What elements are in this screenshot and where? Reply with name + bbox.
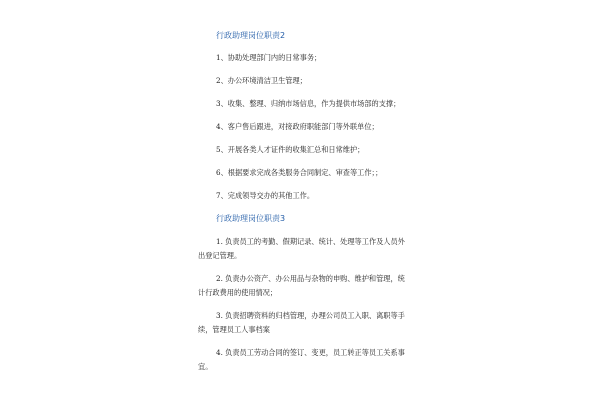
duty-item: 4. 负责员工劳动合同的签订、变更，员工转正等员工关系事宜。 [198, 348, 405, 371]
duty-item: 3、收集、整理、归纳市场信息，作为提供市场部的支撑； [216, 99, 401, 108]
duty-item: 1. 负责员工的考勤、假期记录、统计、处理等工作及人员外出登记管理。 [198, 237, 405, 260]
duty-item: 5、开展各类人才证件的收集汇总和日常维护； [216, 145, 365, 154]
duty-item: 7、完成领导交办的其他工作。 [216, 191, 315, 200]
duty-item: 6、根据要求完成各类服务合同制定、审查等工作；； [216, 168, 383, 177]
duty-item: 3. 负责招聘资料的归档管理，办理公司员工入职、离职等手续，管理员工人事档案 [198, 311, 405, 334]
section-title-duties-2: 行政助理岗位职责2 [216, 31, 286, 40]
section-title-duties-3: 行政助理岗位职责3 [216, 214, 286, 223]
duty-item: 2、办公环境清洁卫生管理； [216, 76, 307, 85]
duty-item: 4、客户售后跟进，对接政府职能部门等外联单位； [216, 122, 379, 131]
duty-item: 2. 负责办公资产、办公用品与杂物的申购、维护和管理，统计行政费用的使用情况； [198, 274, 405, 297]
document-page [198, 30, 408, 383]
duty-item: 1、协助处理部门内的日常事务； [216, 53, 322, 62]
